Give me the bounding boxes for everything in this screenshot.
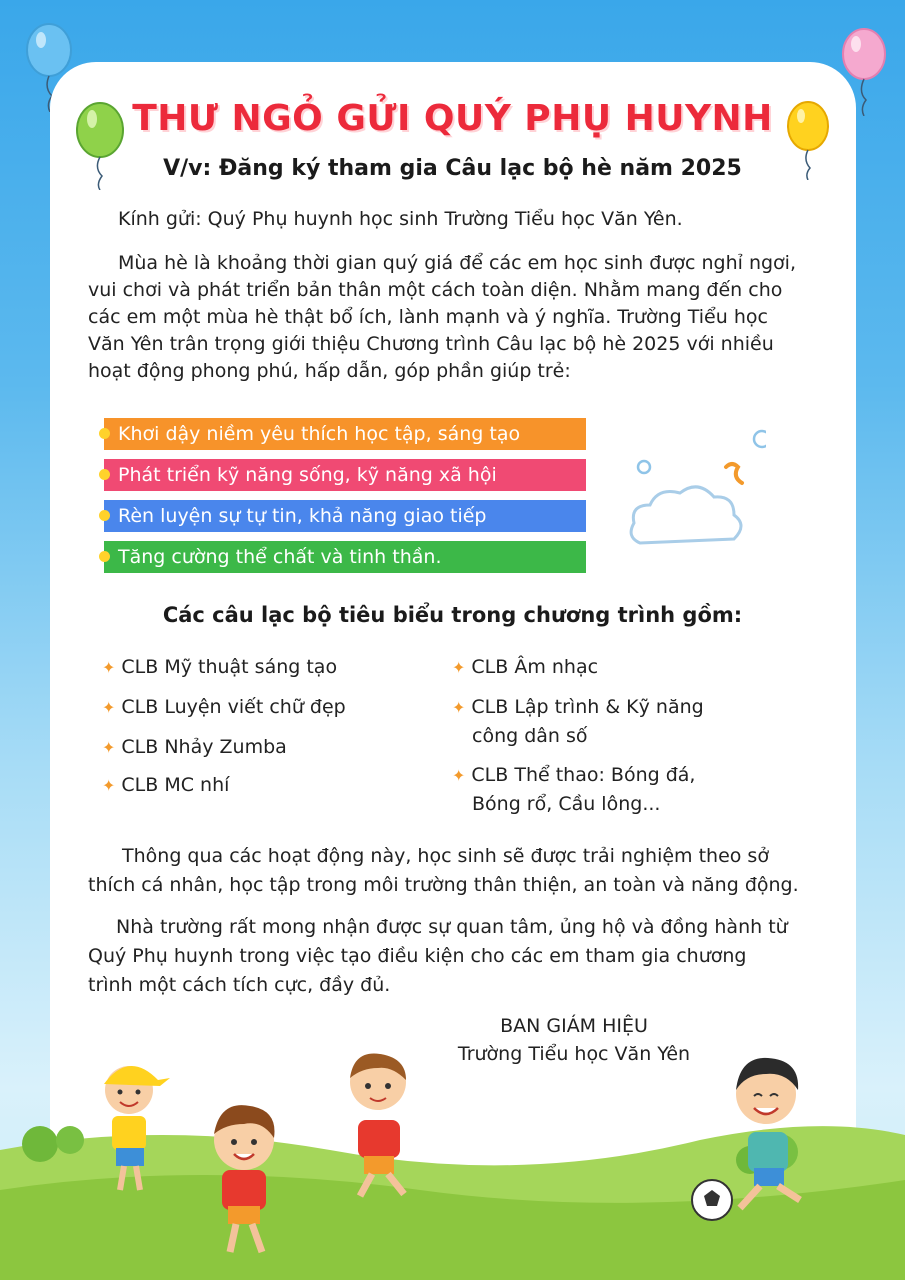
sparkle-icon: ✦ bbox=[452, 658, 466, 677]
goal-bar-life-skills: Phát triển kỹ năng sống, kỹ năng xã hội bbox=[104, 459, 586, 491]
sparkle-icon: ✦ bbox=[102, 738, 116, 757]
intro-line: Văn Yên trân trọng giới thiệu Chương trình Câu lạc bộ hè 2025 với nhiều bbox=[88, 333, 774, 355]
letter-subtitle: V/v: Đăng ký tham gia Câu lạc bộ hè năm 2025 bbox=[163, 156, 742, 181]
club-item: ✦ CLB MC nhí bbox=[102, 774, 230, 796]
intro-paragraph bbox=[88, 250, 816, 385]
greeting: Kính gửi: Quý Phụ huynh học sinh Trường Tiểu học Văn Yên. bbox=[118, 208, 683, 230]
cloud-icon bbox=[626, 425, 766, 555]
grass-hills-illustration bbox=[0, 1040, 905, 1280]
bullet-dot-icon bbox=[99, 469, 110, 480]
bullet-dot-icon bbox=[99, 510, 110, 521]
club-item: ✦ CLB Mỹ thuật sáng tạo bbox=[102, 656, 338, 678]
club-item: ✦ CLB Âm nhạc bbox=[452, 656, 599, 678]
clubs-title: Các câu lạc bộ tiêu biểu trong chương trình gồm: bbox=[162, 603, 743, 627]
goal-bar-confidence: Rèn luyện sự tự tin, khả năng giao tiếp bbox=[104, 500, 586, 532]
signature-title: BAN GIÁM HIỆU bbox=[500, 1015, 648, 1037]
sparkle-icon: ✦ bbox=[452, 766, 466, 785]
sparkle-icon: ✦ bbox=[102, 776, 116, 795]
soccer-ball-icon bbox=[692, 1180, 732, 1220]
sparkle-icon: ✦ bbox=[102, 698, 116, 717]
sparkle-icon: ✦ bbox=[452, 698, 466, 717]
letter-title: THƯ NGỎ GỬI QUÝ PHỤ HUYNH bbox=[132, 98, 773, 139]
club-item: ✦ CLB Thể thao: Bóng đá, Bóng rổ, Cầu lông... bbox=[452, 764, 696, 815]
goal-bar-fitness: Tăng cường thể chất và tinh thần. bbox=[104, 541, 586, 573]
club-item: ✦ CLB Nhảy Zumba bbox=[102, 736, 287, 758]
club-item: ✦ CLB Lập trình & Kỹ năng công dân số bbox=[452, 696, 704, 747]
club-item: ✦ CLB Luyện viết chữ đẹp bbox=[102, 696, 346, 718]
support-paragraph: Nhà trường rất mong nhận được sự quan tâm, ủng hộ và đồng hành từ Quý Phụ huynh trong việc tạo điều kiện cho các em tham gia chương trình một cách tích cực, đầy đủ. bbox=[88, 916, 788, 996]
intro-line: Mùa hè là khoảng thời gian quý giá để các em học sinh được nghỉ ngơi, bbox=[118, 252, 796, 274]
bullet-dot-icon bbox=[99, 428, 110, 439]
sparkle-icon: ✦ bbox=[102, 658, 116, 677]
intro-line: các em một mùa hè thật bổ ích, lành mạnh và ý nghĩa. Trường Tiểu học bbox=[88, 306, 768, 328]
activities-paragraph: Thông qua các hoạt động này, học sinh sẽ được trải nghiệm theo sở thích cá nhân, học tập trong môi trường thân thiện, an toàn và năng động. bbox=[88, 845, 799, 896]
bullet-dot-icon bbox=[99, 551, 110, 562]
intro-line: vui chơi và phát triển bản thân một cách toàn diện. Nhằm mang đến cho bbox=[88, 279, 783, 301]
intro-line: hoạt động phong phú, hấp dẫn, góp phần giúp trẻ: bbox=[88, 360, 571, 382]
signature-school: Trường Tiểu học Văn Yên bbox=[457, 1043, 691, 1065]
goal-bar-creativity: Khơi dậy niềm yêu thích học tập, sáng tạo bbox=[104, 418, 586, 450]
